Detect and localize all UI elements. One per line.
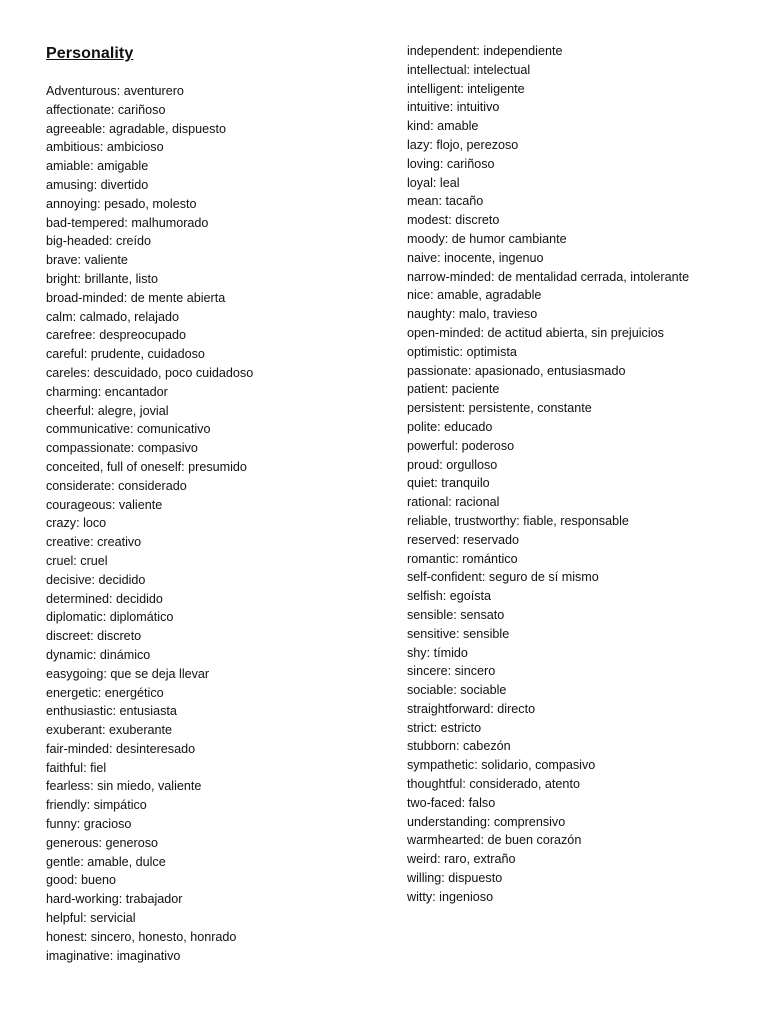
vocabulary-entry: reserved: reservado [407,532,519,547]
vocabulary-entry: kind: amable [407,119,479,134]
vocabulary-entry: charming: encantador [46,384,168,399]
vocabulary-entry: brave: valiente [46,253,128,268]
vocabulary-entry: two-faced: falso [407,795,496,810]
vocabulary-list-right [407,42,747,907]
vocabulary-entry: big-headed: creído [46,234,152,249]
vocabulary-entry: persistent: persistente, constante [407,401,592,416]
vocabulary-entry: powerful: poderoso [407,438,515,453]
page-title: Personality [46,45,134,62]
vocabulary-entry: loyal: leal [407,175,460,190]
vocabulary-entry: creative: creativo [46,535,142,550]
vocabulary-entry: friendly: simpático [46,798,147,813]
vocabulary-entry: gentle: amable, dulce [46,854,166,869]
vocabulary-entry: enthusiastic: entusiasta [46,704,177,719]
vocabulary-entry: broad-minded: de mente abierta [46,290,226,305]
vocabulary-entry: determined: decidido [46,591,163,606]
vocabulary-entry: intelligent: inteligente [407,81,525,96]
vocabulary-entry: naive: inocente, ingenuo [407,250,544,265]
vocabulary-entry: exuberant: exuberante [46,723,173,738]
vocabulary-entry: dynamic: dinámico [46,647,151,662]
vocabulary-entry: cheerful: alegre, jovial [46,403,169,418]
vocabulary-entry: careles: descuidado, poco cuidadoso [46,365,254,380]
vocabulary-entry: honest: sincero, honesto, honrado [46,929,237,944]
vocabulary-entry: carefree: despreocupado [46,328,187,343]
vocabulary-entry: considerate: considerado [46,478,187,493]
vocabulary-entry: rational: racional [407,495,500,510]
vocabulary-entry: amusing: divertido [46,177,149,192]
vocabulary-entry: energetic: energético [46,685,164,700]
vocabulary-entry: sympathetic: solidario, compasivo [407,758,596,773]
vocabulary-entry: generous: generoso [46,835,159,850]
vocabulary-entry: faithful: fiel [46,760,107,775]
vocabulary-entry: annoying: pesado, molesto [46,196,197,211]
vocabulary-entry: quiet: tranquilo [407,476,490,491]
vocabulary-entry: bad-tempered: malhumorado [46,215,209,230]
vocabulary-entry: strict: estricto [407,720,482,735]
vocabulary-entry: polite: educado [407,419,493,434]
vocabulary-entry: affectionate: cariñoso [46,102,166,117]
vocabulary-entry: stubborn: cabezón [407,739,511,754]
vocabulary-entry: sociable: sociable [407,683,507,698]
vocabulary-entry: crazy: loco [46,516,107,531]
vocabulary-entry: conceited, full of oneself: presumido [46,459,247,474]
vocabulary-entry: shy: tímido [407,645,468,660]
vocabulary-entry: loving: cariñoso [407,156,495,171]
vocabulary-entry: patient: paciente [407,382,500,397]
vocabulary-entry: self-confident: seguro de sí mismo [407,570,599,585]
vocabulary-entry: discreet: discreto [46,629,142,644]
vocabulary-entry: nice: amable, agradable [407,288,542,303]
vocabulary-entry: imaginative: imaginativo [46,948,181,963]
vocabulary-entry: agreeable: agradable, dispuesto [46,121,226,136]
vocabulary-entry: calm: calmado, relajado [46,309,179,324]
vocabulary-entry: moody: de humor cambiante [407,231,567,246]
vocabulary-entry: mean: tacaño [407,194,484,209]
vocabulary-entry: witty: ingenioso [407,889,494,904]
vocabulary-entry: sincere: sincero [407,664,496,679]
vocabulary-entry: lazy: flojo, perezoso [407,137,519,152]
vocabulary-entry: good: bueno [46,873,117,888]
vocabulary-entry: funny: gracioso [46,817,132,832]
vocabulary-entry: narrow-minded: de mentalidad cerrada, intolerante [407,269,690,284]
vocabulary-entry: compassionate: compasivo [46,441,198,456]
vocabulary-entry: sensible: sensato [407,607,505,622]
vocabulary-entry: sensitive: sensible [407,626,510,641]
vocabulary-list-left [46,82,386,965]
vocabulary-entry: independent: independiente [407,44,563,58]
vocabulary-entry: helpful: servicial [46,911,136,926]
vocabulary-entry: romantic: romántico [407,551,518,566]
vocabulary-entry: cruel: cruel [46,553,108,568]
vocabulary-entry: selfish: egoísta [407,589,492,604]
vocabulary-entry: thoughtful: considerado, atento [407,777,580,792]
vocabulary-entry: weird: raro, extraño [407,852,516,867]
vocabulary-entry: diplomatic: diplomático [46,610,174,625]
vocabulary-entry: proud: orgulloso [407,457,498,472]
vocabulary-entry: fair-minded: desinteresado [46,741,196,756]
vocabulary-entry: optimistic: optimista [407,344,517,359]
vocabulary-entry: straightforward: directo [407,701,536,716]
vocabulary-entry: amiable: amigable [46,159,149,174]
vocabulary-entry: open-minded: de actitud abierta, sin prejuicios [407,325,664,340]
vocabulary-entry: Adventurous: aventurero [46,84,184,98]
vocabulary-entry: naughty: malo, travieso [407,307,538,322]
vocabulary-entry: fearless: sin miedo, valiente [46,779,202,794]
vocabulary-entry: careful: prudente, cuidadoso [46,347,205,362]
vocabulary-entry: intellectual: intelectual [407,62,531,77]
vocabulary-entry: communicative: comunicativo [46,422,211,437]
vocabulary-entry: passionate: apasionado, entusiasmado [407,363,626,378]
vocabulary-entry: decisive: decidido [46,572,146,587]
vocabulary-entry: reliable, trustworthy: fiable, responsable [407,513,629,528]
vocabulary-entry: warmhearted: de buen corazón [407,833,582,848]
vocabulary-entry: hard-working: trabajador [46,892,183,907]
vocabulary-entry: willing: dispuesto [407,871,503,886]
vocabulary-entry: intuitive: intuitivo [407,100,500,115]
vocabulary-entry: easygoing: que se deja llevar [46,666,210,681]
vocabulary-entry: bright: brillante, listo [46,271,158,286]
vocabulary-entry: understanding: comprensivo [407,814,566,829]
vocabulary-entry: modest: discreto [407,213,500,228]
vocabulary-entry: ambitious: ambicioso [46,140,164,155]
vocabulary-entry: courageous: valiente [46,497,163,512]
